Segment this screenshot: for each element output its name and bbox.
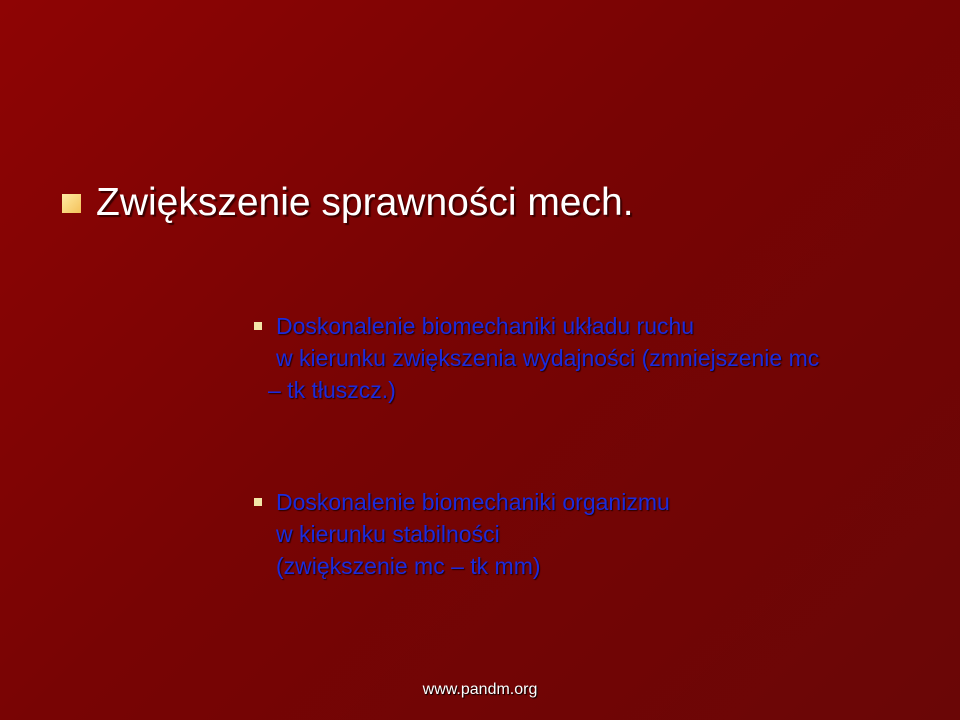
sub-bullet-1 (268, 310, 936, 406)
sub-bullet-2-line-1: Doskonalenie biomechaniki organizmu (276, 489, 670, 515)
sub-bullet-icon (254, 322, 262, 330)
sub-bullet-icon (254, 498, 262, 506)
sub-bullet-1-line-1: Doskonalenie biomechaniki układu ruchu (276, 313, 695, 339)
footer-url: www.pandm.org (422, 681, 538, 698)
sub-bullet-2-line-2: w kierunku stabilności (276, 521, 500, 547)
main-bullet-text: Zwiększenie sprawności mech. (96, 181, 634, 224)
sub-bullet-1-line-3: – tk tłuszcz.) (268, 377, 396, 403)
sub-bullet-1-line-2: w kierunku zwiększenia wydajności (zmniejszenie mc (276, 345, 820, 371)
main-bullet-icon (62, 194, 81, 213)
sub-bullet-2 (276, 486, 936, 582)
sub-bullet-2-line-3: (zwiększenie mc – tk mm) (276, 553, 541, 579)
